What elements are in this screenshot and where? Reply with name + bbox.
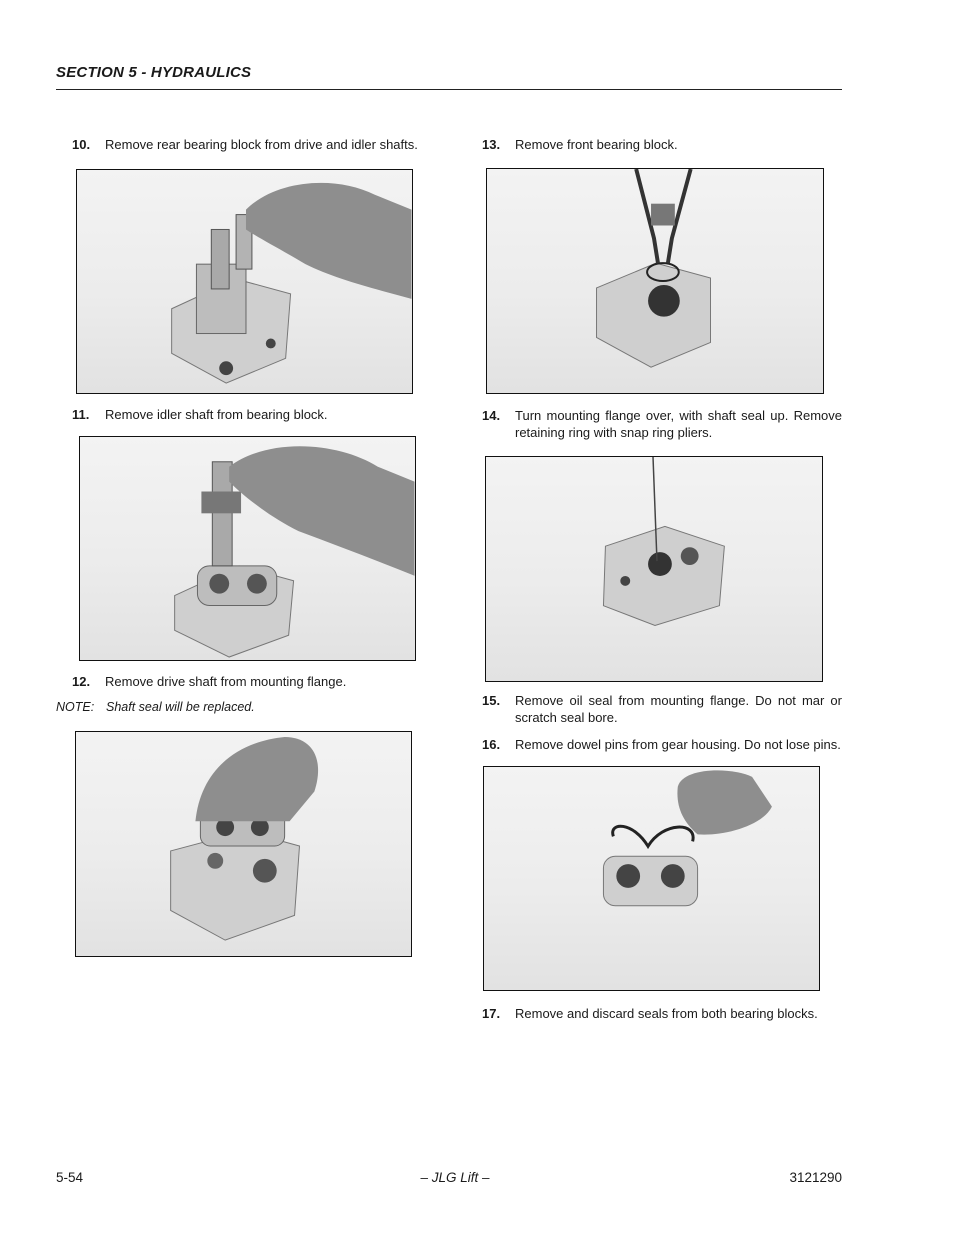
photo-rear-bearing-block: [76, 169, 413, 394]
step-13: [482, 136, 842, 153]
photo-illustration: [484, 767, 819, 990]
step-text: Remove drive shaft from mounting flange.: [105, 674, 347, 689]
header-rule: [56, 89, 842, 90]
photo-illustration: [76, 732, 411, 956]
step-number: 13.: [482, 137, 501, 152]
step-number: 16.: [482, 737, 501, 752]
photo-illustration: [80, 437, 415, 660]
footer-center: – JLG Lift –: [420, 1170, 490, 1185]
step-11: [72, 406, 432, 423]
step-text: Remove idler shaft from bearing block.: [105, 407, 328, 422]
step-15: [482, 692, 842, 726]
step-10: [72, 136, 432, 153]
photo-illustration: [486, 457, 822, 681]
step-text: Turn mounting flange over, with shaft seal up. Remove retaining ring with snap ring pliers.: [515, 408, 842, 440]
step-text: Remove front bearing block.: [515, 137, 678, 152]
step-12: [72, 673, 432, 690]
photo-mounting-flange: [485, 456, 823, 682]
photo-dowel-pins: [483, 766, 820, 991]
section-title: SECTION 5 - HYDRAULICS: [56, 64, 252, 81]
step-text: Remove rear bearing block from drive and idler shafts.: [105, 137, 418, 152]
note-text: Shaft seal will be replaced.: [106, 700, 255, 714]
step-16: [482, 736, 842, 753]
step-text: Remove and discard seals from both bearing blocks.: [515, 1006, 818, 1021]
step-text: Remove oil seal from mounting flange. Do not mar or scratch seal bore.: [515, 693, 842, 725]
page-number: 5-54: [56, 1170, 84, 1185]
step-number: 15.: [482, 693, 501, 708]
photo-illustration: [77, 170, 412, 393]
step-number: 14.: [482, 408, 501, 423]
doc-number: 3121290: [789, 1170, 842, 1185]
note-label: NOTE:: [56, 700, 95, 714]
step-14: [482, 407, 842, 441]
step-number: 17.: [482, 1006, 501, 1021]
step-17: [482, 1005, 842, 1022]
photo-illustration: [487, 169, 823, 393]
step-text: Remove dowel pins from gear housing. Do not lose pins.: [515, 737, 841, 752]
step-number: 12.: [72, 674, 91, 689]
note: [56, 700, 255, 714]
photo-front-bearing-block: [486, 168, 824, 394]
photo-drive-shaft: [75, 731, 412, 957]
step-number: 11.: [72, 407, 90, 422]
step-number: 10.: [72, 137, 91, 152]
photo-idler-shaft: [79, 436, 416, 661]
